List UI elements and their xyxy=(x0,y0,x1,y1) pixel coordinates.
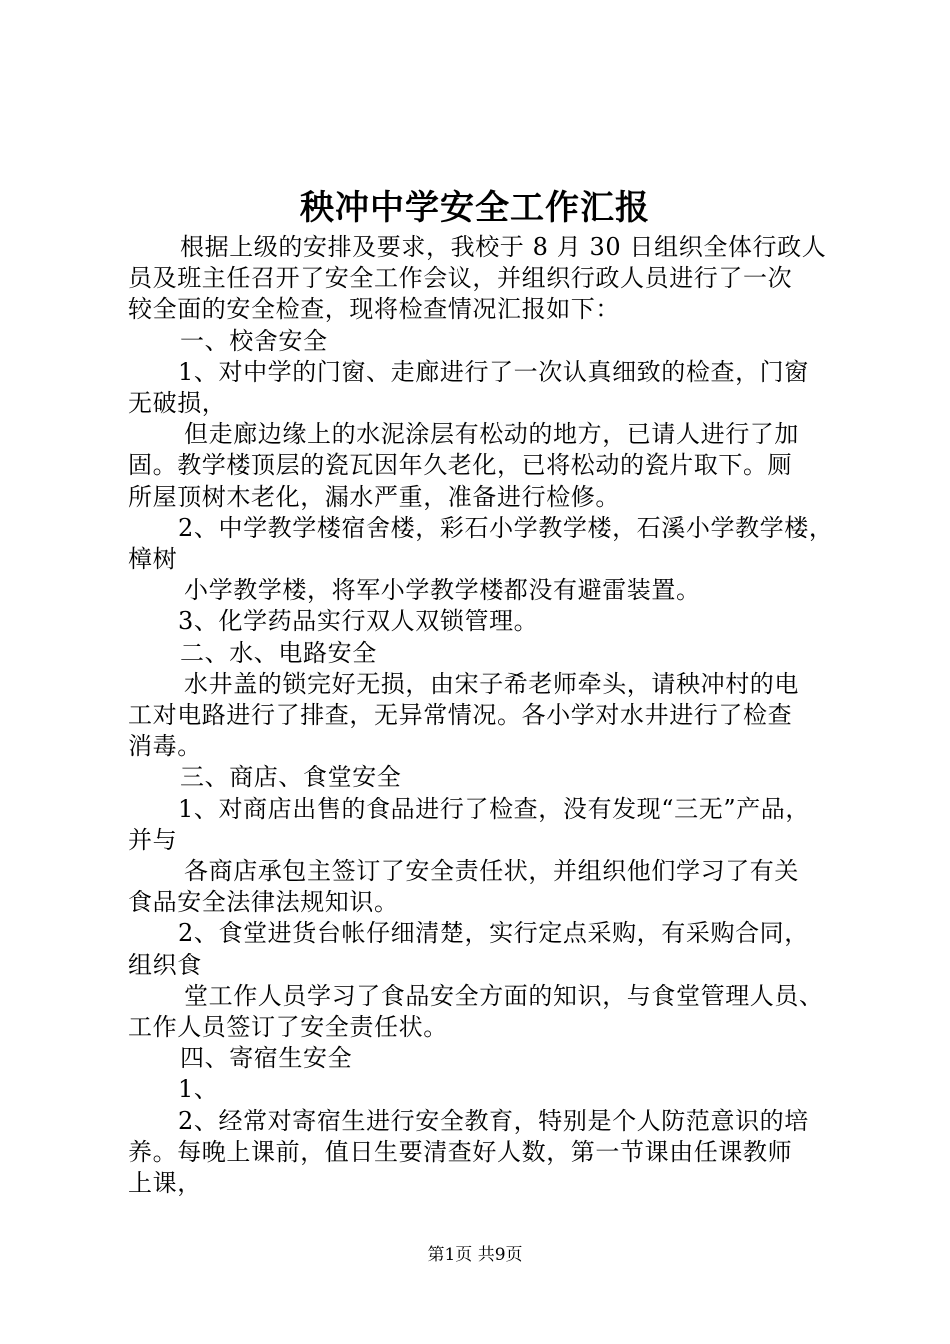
text-line: 但走廊边缘上的水泥涂层有松动的地方，已请人进行了加 xyxy=(184,420,799,449)
text-line: 堂工作人员学习了食品安全方面的知识，与食堂管理人员、 xyxy=(184,981,824,1010)
section-heading: 二、水、电路安全 xyxy=(180,638,377,667)
section-heading: 三、商店、食堂安全 xyxy=(180,763,402,792)
text-line: 2、食堂进货台帐仔细清楚，实行定点采购，有采购合同， xyxy=(178,919,809,948)
text-line: 1、对商店出售的食品进行了检查，没有发现“三无”产品， xyxy=(178,794,811,823)
document-body xyxy=(128,232,834,1199)
text-line: 小学教学楼，将军小学教学楼都没有避雷装置。 xyxy=(184,576,701,605)
text-line: 工作人员签订了安全责任状。 xyxy=(128,1013,448,1042)
text-line: 1、对中学的门窗、走廊进行了一次认真细致的检查，门窗 xyxy=(178,357,809,386)
text-line: 上课， xyxy=(128,1169,202,1198)
text-line: 食品安全法律法规知识。 xyxy=(128,888,399,917)
text-line: 3、化学药品实行双人双锁管理。 xyxy=(178,607,539,636)
text-line: 较全面的安全检查，现将检查情况汇报如下： xyxy=(128,295,620,324)
text-line: 无破损， xyxy=(128,389,227,418)
text-line: 员及班主任召开了安全工作会议，并组织行政人员进行了一次 xyxy=(128,264,793,293)
section-heading: 一、校舍安全 xyxy=(180,326,328,355)
text-line: 樟树 xyxy=(128,545,178,574)
text-line: 2、中学教学楼宿舍楼，彩石小学教学楼，石溪小学教学楼， xyxy=(178,513,834,542)
text-line: 养。每晚上课前，值日生要清查好人数，第一节课由任课教师 xyxy=(128,1137,793,1166)
text-line: 工对电路进行了排查，无异常情况。各小学对水井进行了检查 xyxy=(128,701,793,730)
text-line: 所屋顶树木老化，漏水严重，准备进行检修。 xyxy=(128,482,620,511)
section-heading: 四、寄宿生安全 xyxy=(180,1044,353,1073)
text-line: 水井盖的锁完好无损，由宋子希老师牵头，请秧冲村的电 xyxy=(184,669,799,698)
text-line: 1、 xyxy=(178,1075,219,1104)
text-line: 消毒。 xyxy=(128,732,202,761)
text-line: 2、经常对寄宿生进行安全教育，特别是个人防范意识的培 xyxy=(178,1106,809,1135)
document-title: 秧冲中学安全工作汇报 xyxy=(300,188,650,228)
text-line: 并与 xyxy=(128,825,178,854)
page-footer: 第1页 共9页 xyxy=(427,1245,523,1265)
text-line: 组织食 xyxy=(128,950,202,979)
text-line: 各商店承包主签订了安全责任状，并组织他们学习了有关 xyxy=(184,857,799,886)
text-line: 根据上级的安排及要求，我校于 8 月 30 日组织全体行政人 xyxy=(180,233,827,261)
text-line: 固。教学楼顶层的瓷瓦因年久老化，已将松动的瓷片取下。厕 xyxy=(128,451,793,480)
